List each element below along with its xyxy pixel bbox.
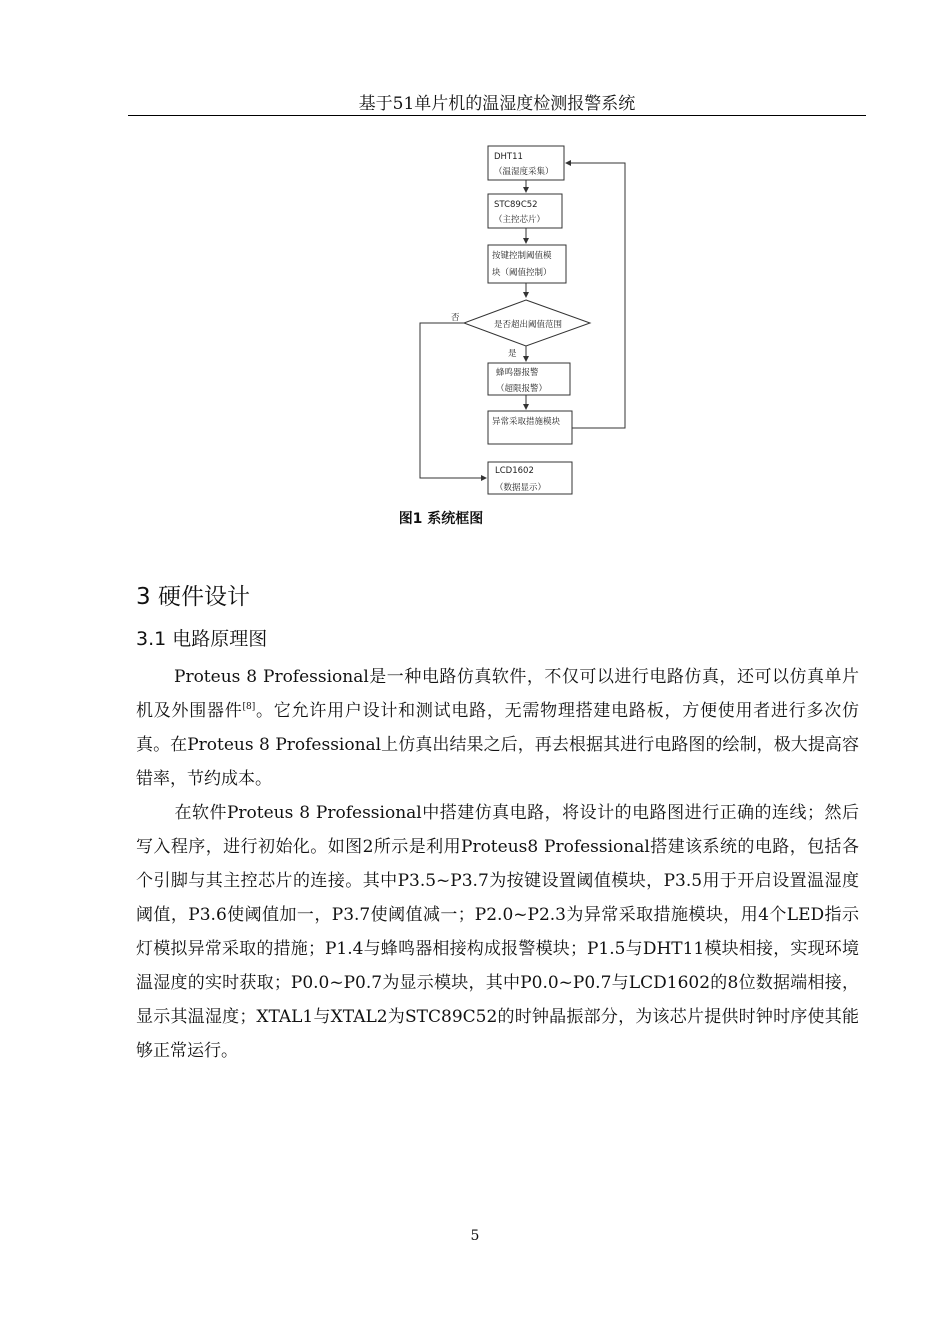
citation: [8] [242, 702, 256, 712]
svg-text:蜂鸣器报警: 蜂鸣器报警 [496, 368, 539, 378]
subsection-heading: 3.1 电路原理图 [136, 628, 268, 650]
node-decision [464, 300, 590, 346]
svg-text:STC89C52: STC89C52 [494, 200, 538, 210]
figure-caption: 图1 系统框图 [398, 511, 484, 527]
section-heading: 3 硬件设计 [136, 584, 250, 610]
system-block-diagram [400, 140, 640, 502]
page-number: 5 [470, 1228, 480, 1244]
node-lcd1602 [488, 462, 572, 494]
arrow-feedback-loop [566, 163, 625, 428]
svg-text:按键控制阈值模: 按键控制阈值模 [492, 251, 552, 261]
running-header: 基于51单片机的温湿度检测报警系统 [358, 94, 636, 114]
label-no: 否 [451, 313, 460, 323]
svg-text:LCD1602: LCD1602 [495, 466, 534, 476]
node-stc89c52 [488, 194, 562, 228]
arrow-no-branch [420, 323, 486, 478]
paragraph-2: 在软件Proteus 8 Professional中搭建仿真电路，将设计的电路图进行正确的连线；然后写入程序，进行初始化。如图2所示是利用Proteus8 Professional搭建该系统的电路，包括各个引脚与其主控芯片的连接。其中P3.5~P3.7为按键设置阈值模块，P3.5用于开启设置温湿度阈值，P3.6使阈值加一，P3.7使阈值减一；P2.0~P2.3为异常采取措施模块，用4个LED指示灯模拟异常采取的措施；P1.4与蜂鸣器相接构成报警模块；P1.5与DHT11模块相接，实现环境温湿度的实时获取；P0.0~P0.7为显示模块，其中P0.0~P0.7与LCD1602的8位数据端相接，显示其温湿度；XTAL1与XTAL2为STC89C52的时钟晶振部分，为该芯片提供时钟时序使其能够正常运行。 [136, 803, 859, 1061]
paragraph-1: Proteus 8 Professional是一种电路仿真软件，不仅可以进行电路仿真，还可以仿真单片机及外围器件[8]。它允许用户设计和测试电路，无需物理搭建电路板，方便使用者进行多次仿真。在Proteus 8 Professional上仿真出结果之后，再去根据其进行电路图的绘制，极大提高容错率，节约成本。 [136, 667, 860, 789]
node-abnormal-measures [488, 411, 572, 444]
svg-text:（数据显示）: （数据显示） [495, 483, 547, 493]
svg-text:（主控芯片）: （主控芯片） [494, 215, 546, 225]
svg-text:块（阈值控制）: 块（阈值控制） [492, 268, 552, 278]
label-yes: 是 [508, 349, 517, 359]
header-rule [128, 115, 866, 116]
svg-text:（温湿度采集）: （温湿度采集） [494, 167, 554, 177]
svg-text:DHT11: DHT11 [494, 152, 523, 162]
node-key-threshold [488, 245, 566, 283]
node-dht11 [488, 146, 564, 180]
node-buzzer-alarm [488, 363, 570, 395]
svg-text:是否超出阈值范围: 是否超出阈值范围 [494, 320, 563, 330]
svg-text:异常采取措施模块: 异常采取措施模块 [492, 417, 561, 427]
svg-text:（超限报警）: （超限报警） [496, 384, 548, 394]
